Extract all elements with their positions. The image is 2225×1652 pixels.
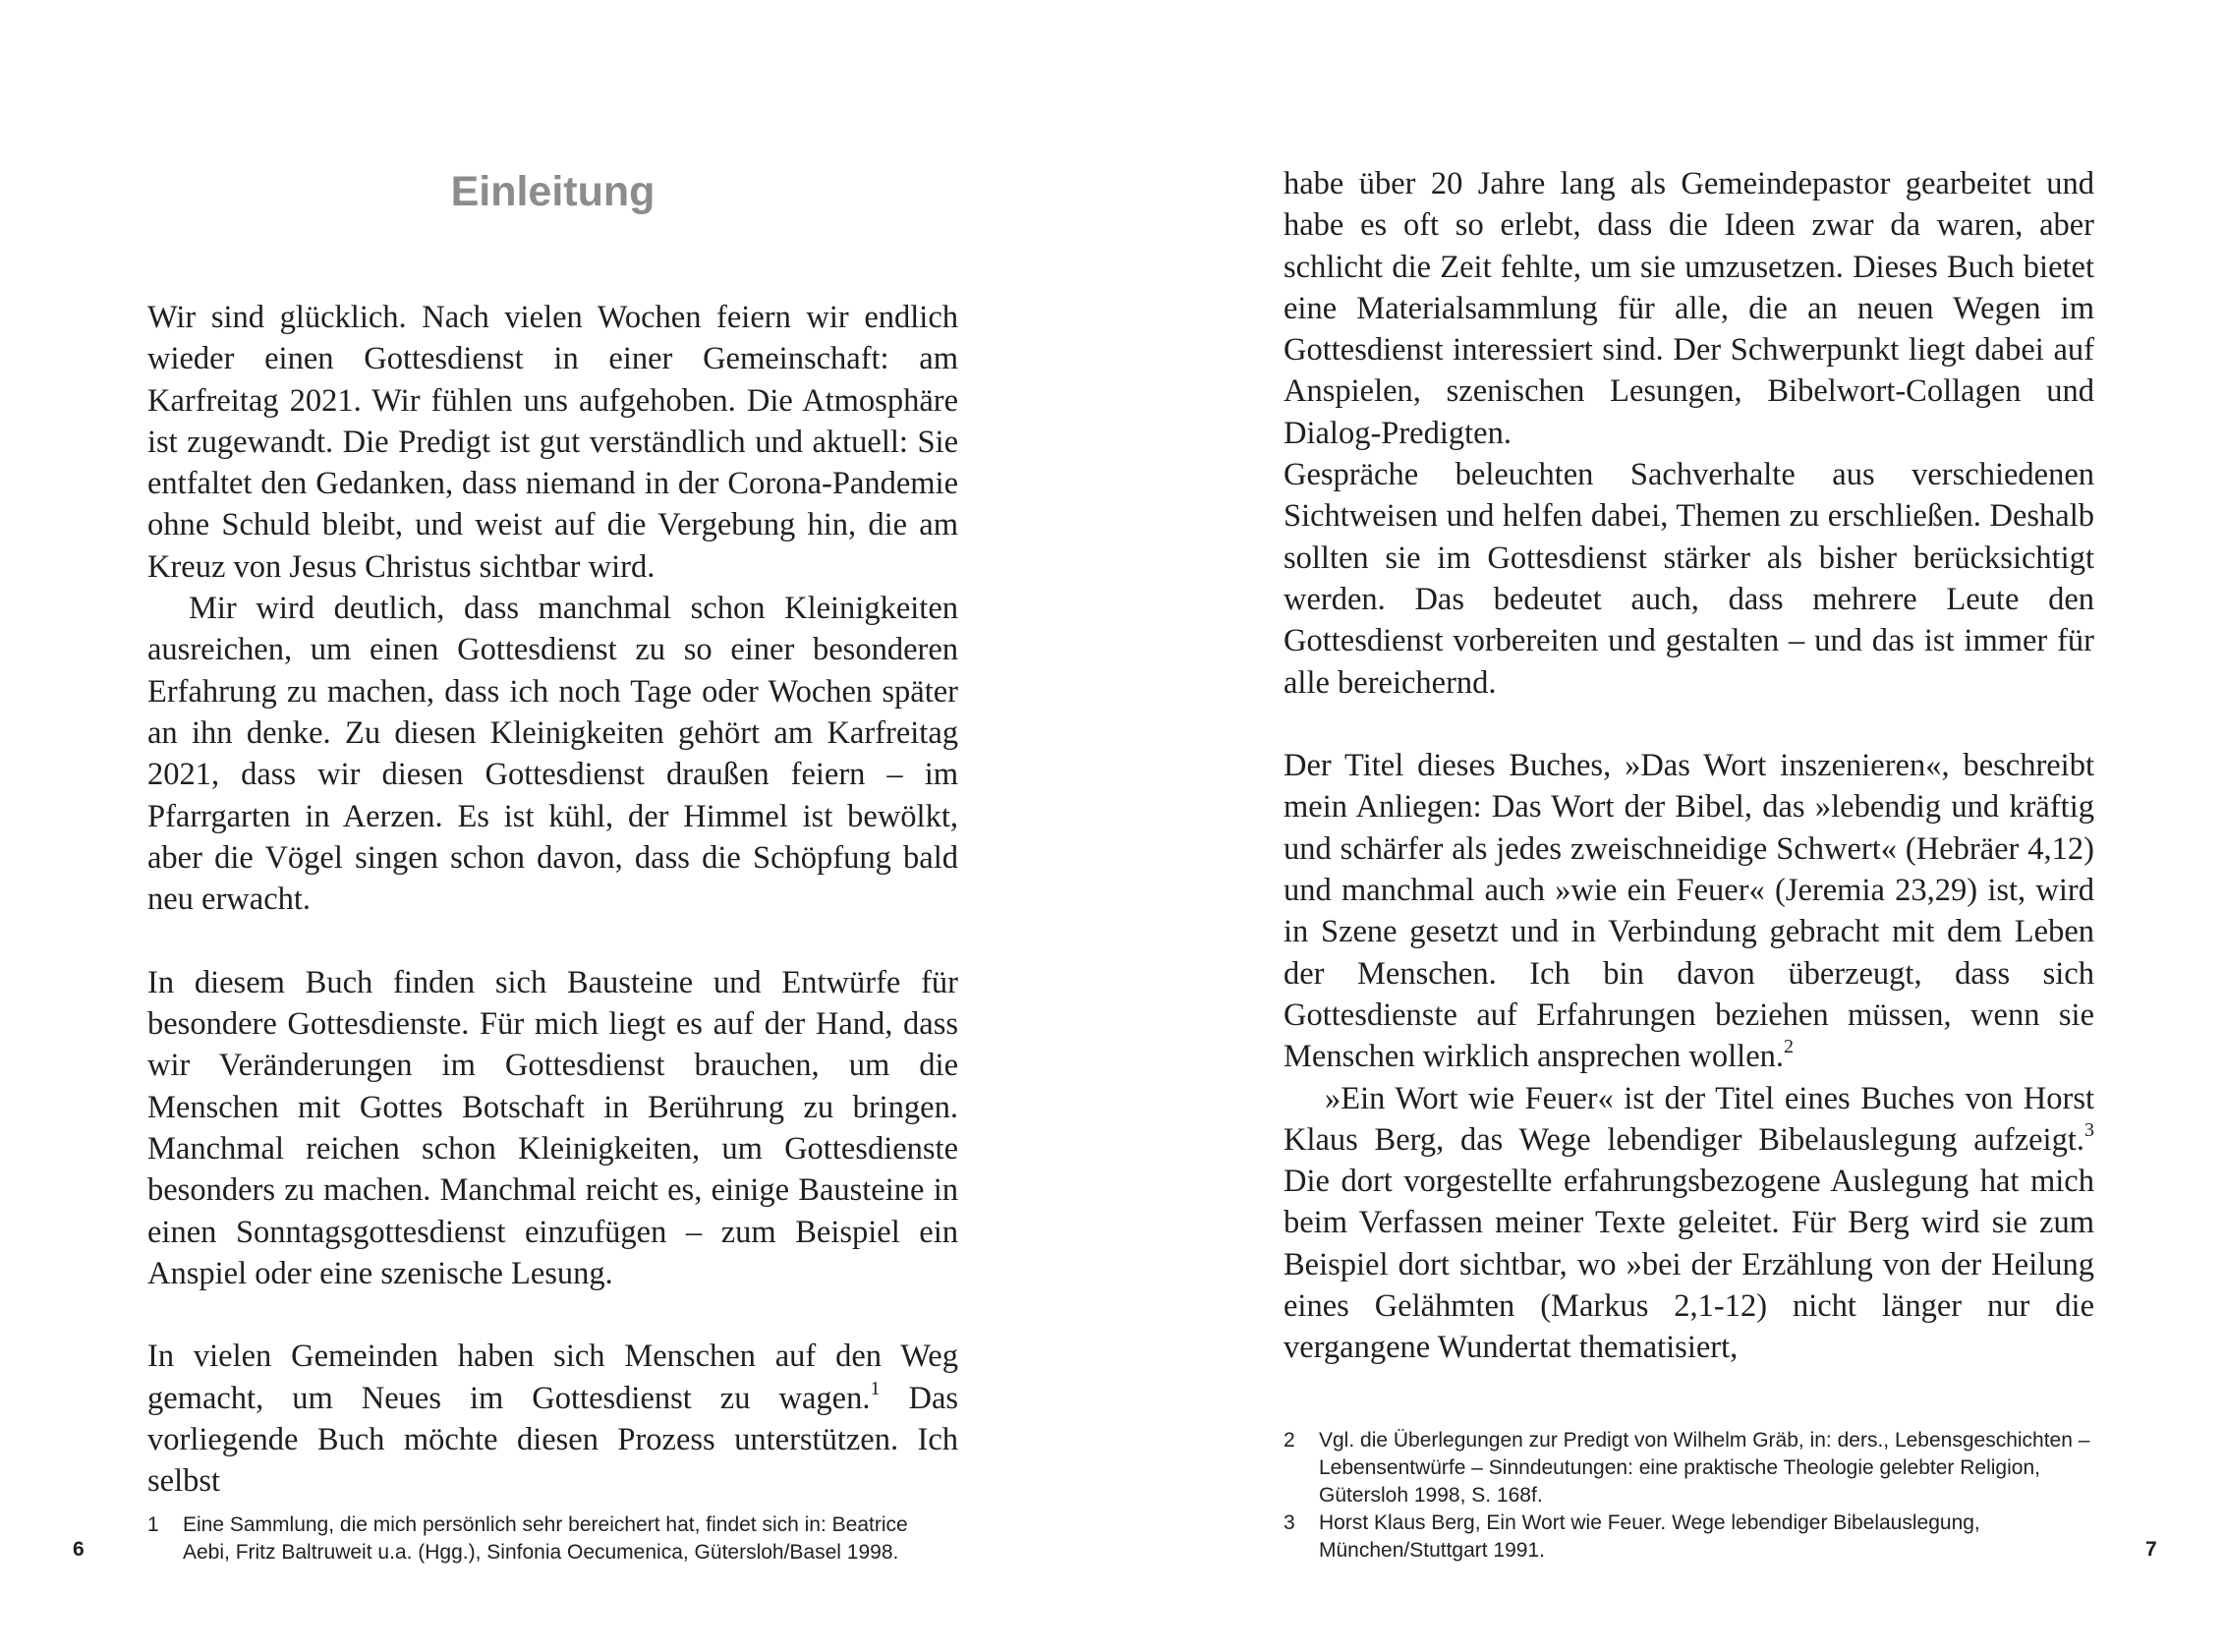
footnote [147, 1511, 958, 1567]
footnote [1284, 1510, 2094, 1565]
footnote-ref[interactable]: 2 [1784, 1036, 1795, 1058]
paragraph: Mir wird deutlich, dass manchmal schon Kleinigkeiten ausreichen, um einen Gottesdienst zu so einer besonderen Erfahrung zu machen, dass ich noch Tage oder Wochen später an ihn denke. Zu diesen Kleinigkeiten gehört am Karfreitag 2021, dass wir diesen Gottesdienst draußen feiern – im Pfarrgarten in Aerzen. Es ist kühl, der Himmel ist bewölkt, aber die Vögel singen schon davon, dass die Schöpfung bald neu erwacht. [147, 591, 958, 918]
footnote-text: Eine Sammlung, die mich persönlich sehr bereichert hat, findet sich in: Beatrice Aebi, Fritz Baltruweit u.a. (Hgg.), Sinfonia Oecumenica, Gütersloh/Basel 1998. [183, 1513, 908, 1564]
footnote-text: Vgl. die Überlegungen zur Predigt von Wilhelm Gräb, in: ders., Lebensgeschichten – Lebensentwürfe – Sinndeutungen: eine praktische Theologie gelebter Religion, Gütersloh 1998, S. 168f. [1319, 1429, 2090, 1507]
page-number: 6 [73, 1538, 85, 1561]
paragraph-text: Das vorliegende Buch möchte diesen Prozess unterstützen. Ich selbst [147, 1380, 959, 1500]
paragraph-text: In vielen Gemeinden haben sich Menschen auf den Weg gemacht, um Neues im Gottesdienst zu wagen. [147, 1339, 958, 1416]
left-body-text [147, 297, 958, 1503]
chapter-heading: Einleitung [450, 168, 656, 215]
footnote [1284, 1427, 2094, 1510]
footnote-text: Horst Klaus Berg, Ein Wort wie Feuer. Wege lebendiger Bibelauslegung, München/Stuttgart 1991. [1319, 1511, 1980, 1562]
paragraph: Wir sind glücklich. Nach vielen Wochen feiern wir endlich wieder einen Gottesdienst in einer Gemeinschaft: am Karfreitag 2021. Wir fühlen uns aufgehoben. Die Atmosphäre ist zugewandt. Die Predigt ist gut verständlich und aktuell: Sie entfaltet den Gedanken, dass niemand in der Corona-Pandemie ohne Schuld bleibt, und weist auf die Vergebung hin, die am Kreuz von Jesus Christus sichtbar wird. [147, 300, 958, 585]
paragraph [1284, 745, 2094, 1077]
paragraph-text: »Ein Wort wie Feuer« ist der Titel eines Buches von Horst Klaus Berg, das Wege lebendiger Bibelauslegung aufzeigt. [1284, 1080, 2094, 1158]
page-number: 7 [2145, 1538, 2157, 1561]
footnote-ref[interactable]: 3 [2084, 1119, 2094, 1141]
footnote-number: 3 [1284, 1511, 1295, 1534]
footnotes [1284, 1427, 2094, 1565]
left-page [0, 0, 1112, 1652]
paragraph: In diesem Buch finden sich Bausteine und Entwürfe für besondere Gottesdienste. Für mich liegt es auf der Hand, dass wir Veränderungen im Gottesdienst brauchen, um die Menschen mit Gottes Botschaft in Berührung zu bringen. Manchmal reichen schon Kleinigkeiten, um Gottesdienste besonders zu machen. Manchmal reicht es, einige Bausteine in einen Sonntagsgottesdienst einzufügen – zum Beispiel ein Anspiel oder eine szenische Lesung. [147, 964, 958, 1291]
paragraph [1284, 1078, 2094, 1369]
paragraph [147, 1336, 958, 1502]
paragraph-text: Der Titel dieses Buches, »Das Wort inszenieren«, beschreibt mein Anliegen: Das Wort der Bibel, das »lebendig und kräftig und schärfer als jedes zweischneidige Schwert« (Hebräer 4,12) und manchmal auch »wie ein Feuer« (Jeremia 23,29) ist, wird in Szene gesetzt und in Verbindung gebracht mit dem Leben der Menschen. Ich bin davon überzeugt, dass sich Gottesdienste auf Erfahrungen beziehen müssen, wenn sie Menschen wirklich ansprechen wollen. [1284, 748, 2094, 1075]
right-body-text [1284, 163, 2094, 1369]
footnote-number: 1 [147, 1513, 159, 1536]
footnote-ref[interactable]: 1 [870, 1377, 881, 1399]
paragraph: Gespräche beleuchten Sachverhalte aus verschiedenen Sichtweisen und helfen dabei, Themen zu erschließen. Deshalb sollten sie im Gottesdienst stärker als bisher berücksichtigt werden. Das bedeutet auch, dass mehrere Leute den Gottesdienst vorbereiten und gestalten – und das ist immer für alle bereichernd. [1284, 457, 2094, 701]
footnotes [147, 1511, 958, 1567]
paragraph-text: Die dort vorgestellte erfahrungsbezogene Auslegung hat mich beim Verfassen meiner Texte geleitet. Für Berg wird sie zum Beispiel dort sichtbar, wo »bei der Erzählung von der Heilung eines Gelähmten (Markus 2,1-12) nicht länger nur die vergangene Wundertat thematisiert, [1284, 1164, 2094, 1366]
footnote-number: 2 [1284, 1429, 1295, 1452]
paragraph: habe über 20 Jahre lang als Gemeindepastor gearbeitet und habe es oft so erlebt, dass die Ideen zwar da waren, aber schlicht die Zeit fehlte, um sie umzusetzen. Dieses Buch bietet eine Materialsammlung für alle, die an neuen Wegen im Gottesdienst interessiert sind. Der Schwerpunkt liegt dabei auf Anspielen, szenischen Lesungen, Bibelwort-Collagen und Dialog-Predigten. [1284, 166, 2094, 451]
